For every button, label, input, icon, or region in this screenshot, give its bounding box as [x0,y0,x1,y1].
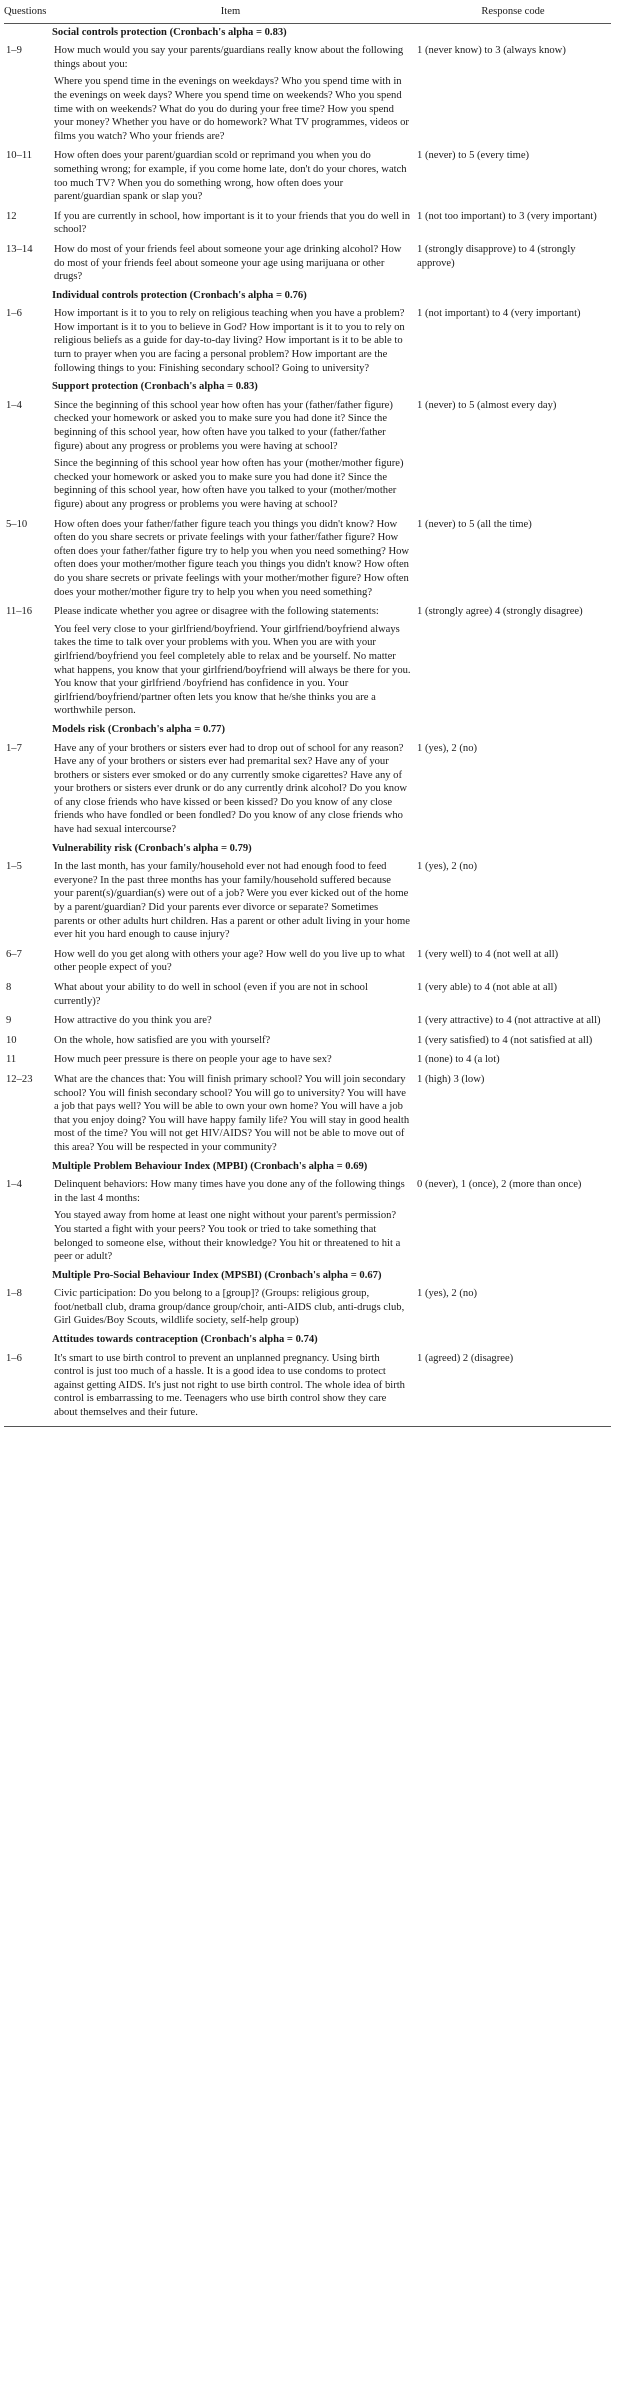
section-title: Multiple Pro-Social Behaviour Index (MPSBI) (Cronbach's alpha = 0.67) [52,1269,382,1281]
table-row [4,1284,611,1331]
table-body [4,24,611,1423]
question-number: 9 [6,1015,12,1027]
item-subtext: Where you spend time in the evenings on weekdays? Who you spend time with in the evenings on week days? Where you spend time on weekends? Who you spend time with on weekends? What do you do during your free time? How you spend your money? Whether you have or do homework? What TV programmes, videos or films you watch? Who your friends are? [54,76,409,142]
item-cell [48,1014,411,1028]
question-number: 1–6 [6,308,22,320]
item-cell [48,1287,411,1328]
response-code: 1 (never) to 5 (every time) [417,150,530,162]
response-code: 1 (very attractive) to 4 (not attractive at all) [417,1015,601,1027]
header-item: Item [220,6,241,17]
item-cell [48,981,411,1008]
table-row [4,240,611,287]
question-number: 1–4 [6,399,22,411]
section-title: Vulnerability risk (Cronbach's alpha = 0.79) [52,842,252,854]
section-heading [4,1331,611,1349]
item-cell [48,605,411,718]
response-code: 1 (yes), 2 (no) [417,1288,478,1300]
question-number: 12–23 [6,1073,33,1085]
item-cell [48,1073,411,1155]
section-heading [4,1158,611,1176]
item-cell [48,44,411,143]
table-row [4,146,611,206]
item-text: How attractive do you think you are? [54,1015,212,1027]
item-cell [48,399,411,512]
table-row [4,396,611,515]
item-cell [48,860,411,942]
response-code: 1 (very well) to 4 (not well at all) [417,948,559,960]
section-heading [4,721,611,739]
response-code: 1 (yes), 2 (no) [417,861,478,873]
response-code: 1 (strongly disapprove) to 4 (strongly approve) [417,243,576,269]
table-row [4,515,611,603]
question-number: 5–10 [6,518,28,530]
table-row [4,857,611,945]
question-number: 10–11 [6,150,33,162]
question-number: 1–9 [6,45,22,57]
question-number: 1–8 [6,1288,22,1300]
item-cell [48,742,411,837]
section-title: Individual controls protection (Cronbach's alpha = 0.76) [52,289,307,301]
response-code: 1 (never know) to 3 (always know) [417,45,566,57]
section-heading [4,378,611,396]
response-code: 1 (not important) to 4 (very important) [417,308,581,320]
table-row [4,1070,611,1158]
question-number: 1–7 [6,742,22,754]
item-cell [48,149,411,203]
table-row [4,602,611,721]
response-code: 1 (not too important) to 3 (very important) [417,210,597,222]
item-cell [48,243,411,284]
item-text: How much would you say your parents/guardians really know about the following things about you: [54,45,404,70]
item-text: What are the chances that: You will finish primary school? You will join secondary school? You will finish secondary school? You will go to university? You will have a job that pays well? You will be able to own your own home? You will have a job that you enjoy doing? You will have happy family life? You will stay in good health most of the time? You will not get HIV/AIDS? You will not be able to move out of this area? You will be respected in your community? [54,1073,410,1153]
question-number: 13–14 [6,243,33,255]
table-row [4,207,611,240]
response-code: 1 (very satisfied) to 4 (not satisfied at all) [417,1034,593,1046]
question-number: 11–16 [6,606,33,618]
response-code: 1 (yes), 2 (no) [417,742,478,754]
response-code: 1 (agreed) 2 (disagree) [417,1352,514,1364]
item-text: On the whole, how satisfied are you with yourself? [54,1034,271,1046]
response-code: 1 (high) 3 (low) [417,1073,485,1085]
item-text: How important is it to you to rely on religious teaching when you have a problem? How important is it to you to believe in God? How important is it to you to rely on religious beliefs as a guide for day-to-day living? How important is it to be able to turn to prayer when you are facing a personal problem? How important are the following things to you: Finishing secondary school? Going to university? [54,308,405,374]
table-row [4,41,611,146]
section-heading [4,1267,611,1285]
table-row [4,1050,611,1070]
item-text: Delinquent behaviors: How many times have you done any of the following things in the last 4 months: [54,1179,405,1204]
questionnaire-table [4,0,611,1427]
item-text: Have any of your brothers or sisters ever had to drop out of school for any reason? Have any of your brothers or sisters ever had premarital sex? Have any of your brothers or sisters ever smoked or do any currently smoke cigarettes? Have any of your brothers or sisters ever drunk or do any currently drink alcohol? Do you know of any close friends who have kissed or been kissed? Do you know of any close friends who have fondled or been fondled? Do you know of any close friends who have had sexual intercourse? [54,742,408,836]
item-text: How do most of your friends feel about someone your age drinking alcohol? How do most of your friends feel about someone your age using marijuana or other drugs? [54,243,402,283]
question-number: 10 [6,1034,17,1046]
item-text: What about your ability to do well in school (even if you are not in school currently)? [54,982,368,1007]
item-cell [48,518,411,600]
item-subtext: You feel very close to your girlfriend/boyfriend. Your girlfriend/boyfriend always takes the time to talk over your problems with you. When you are with your girlfriend/boyfriend you feel completely able to relax and be yourself. No matter what happens, you know that your girlfriend/boyfriend will always be there for you. You know that your girlfriend /boyfriend has confidence in you. Your girlfriend/boyfriend/partner often lets you know that he/she thinks you are a worthwhile person. [54,623,411,717]
item-text: Please indicate whether you agree or disagree with the following statements: [54,606,379,618]
question-number: 8 [6,982,12,993]
section-title: Social controls protection (Cronbach's alpha = 0.83) [52,26,287,38]
response-code: 0 (never), 1 (once), 2 (more than once) [417,1179,582,1191]
item-cell [48,210,411,237]
item-text: It's smart to use birth control to prevent an unplanned pregnancy. Using birth control is just too much of a hassle. It is a good idea to use condoms to protect against getting AIDS. It's just not right to use birth control. The whole idea of birth control is embarrassing to me. Teenagers who use birth control show they care about themselves and their future. [54,1352,405,1419]
question-number: 1–4 [6,1179,22,1191]
item-text: If you are currently in school, how important is it to your friends that you do well in school? [54,210,410,236]
section-heading [4,840,611,858]
section-title: Multiple Problem Behaviour Index (MPBI) (Cronbach's alpha = 0.69) [52,1160,368,1172]
item-text: How often does your father/father figure teach you things you didn't know? How often do you share secrets or private feelings with your father/father figure? How often does your father/father figure try to help you when you need something? How often does your mother/mother figure teach you things you didn't know? How often do you share secrets or private feelings with your mother/mother figure? How often does your mother/mother figure try to help you when you need something? [54,518,410,598]
response-code: 1 (very able) to 4 (not able at all) [417,982,558,993]
item-cell [48,1053,411,1067]
section-heading [4,287,611,305]
response-code: 1 (none) to 4 (a lot) [417,1054,500,1066]
table-row [4,945,611,978]
item-text: How well do you get along with others your age? How well do you live up to what other people expect of you? [54,948,406,974]
item-text: In the last month, has your family/household ever not had enough food to feed everyone? In the past three months has your family/household suffered because your parent(s)/guardian(s) were out of a job? Were you ever kicked out of the home by a parent/guardian? Did your parents ever divorce or separate? Sometimes parents or other adults hurt children. Has a parent or other adult living in your home ever hit you hard enough to cause injury? [54,861,410,941]
item-text: How much peer pressure is there on people your age to have sex? [54,1054,332,1066]
section-title: Models risk (Cronbach's alpha = 0.77) [52,723,226,735]
item-cell [48,948,411,975]
header-questions: Questions [4,6,47,17]
table-row [4,1175,611,1267]
item-text: Since the beginning of this school year how often has your (father/father figure) checked your homework or asked you to make sure you had done it? Since the beginning of this school year, how often have you talked to your (father/father figure) about any progress or problems you were having at school? [54,399,393,452]
question-number: 11 [6,1054,17,1066]
item-text: Civic participation: Do you belong to a [group]? (Groups: religious group, foot/netball club, drama group/dance group/choir, anti-AIDS club, anti-drugs club, Girl Guides/Boy Scouts, wildlife society, self-help group) [54,1288,405,1327]
table-row [4,1031,611,1051]
response-code: 1 (never) to 5 (almost every day) [417,399,557,411]
item-subtext: Since the beginning of this school year how often has your (mother/mother figure) checked your homework or asked you to make sure you had done it? Since the beginning of this school year, how often have you talked to your (mother/mother figure) about any progress or problems you were having at school? [54,458,404,510]
question-number: 6–7 [6,948,22,960]
section-heading [4,24,611,42]
item-cell [48,1352,411,1420]
item-cell [48,307,411,375]
response-code: 1 (never) to 5 (all the time) [417,518,532,530]
table-row [4,1349,611,1423]
table-row [4,978,611,1011]
question-number: 1–5 [6,861,22,873]
item-cell [48,1178,411,1264]
question-number: 1–6 [6,1352,22,1364]
section-title: Support protection (Cronbach's alpha = 0.83) [52,381,258,393]
table-row [4,304,611,378]
question-number: 12 [6,210,17,222]
item-cell [48,1034,411,1048]
section-title: Attitudes towards contraception (Cronbach's alpha = 0.74) [52,1334,318,1346]
table-row [4,1011,611,1031]
table-header [4,2,611,24]
header-response-code: Response code [481,6,545,17]
response-code: 1 (strongly agree) 4 (strongly disagree) [417,606,583,618]
item-text: How often does your parent/guardian scold or reprimand you when you do something wrong; for example, if you come home late, don't do your chores, watch too much TV? When you do something wrong, how often does your parent/guardian spank or slap you? [54,150,407,203]
table-row [4,739,611,840]
table-bottom-rule [4,1426,611,1427]
item-subtext: You stayed away from home at least one night without your parent's permission? You started a fight with your peers? You took or tried to take something that belonged to someone else, without their knowledge? You hit or threatened to hit a peer or adult? [54,1210,401,1263]
